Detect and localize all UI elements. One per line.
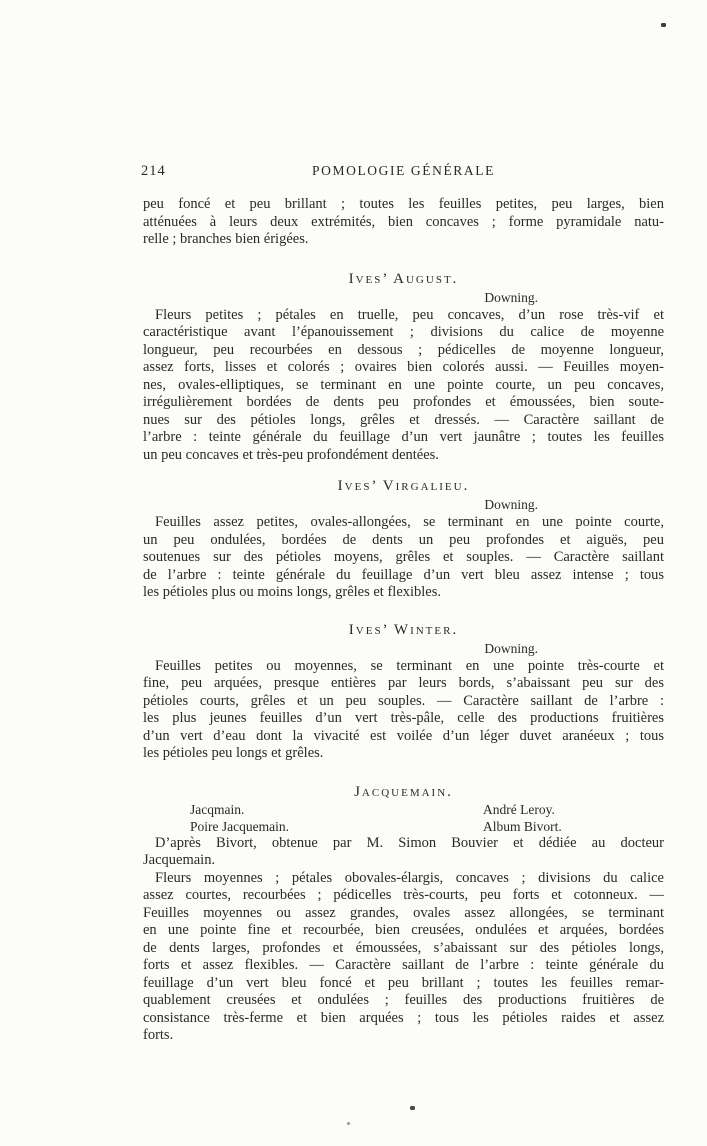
text-line: Feuilles petites ou moyennes, se terminant en une pointe très-courte et: [155, 657, 664, 674]
entry-title: Ives’ Winter.: [348, 621, 459, 638]
text-line: de dents larges, profondes et émoussées, s’abaissant sur des pétioles longs,: [143, 939, 664, 956]
page-number: 214: [141, 163, 166, 179]
entry-jacquemain: [143, 783, 664, 1045]
entry-description: [143, 658, 664, 763]
scan-artifact: [347, 1122, 350, 1125]
entry-description: [143, 514, 664, 602]
text-line: assez forts, lisses et colorés ; ovaires bien colorés aussi. — Feuilles moyen-: [143, 359, 664, 375]
entry-ives-august: [143, 270, 664, 465]
text-line: un peu ondulées, bordées de dents un peu profondes et aiguës, peu: [143, 531, 664, 548]
text-line: Fleurs petites ; pétales en truelle, peu concaves, d’un rose très-vif et: [155, 306, 664, 323]
synonym-list: [143, 801, 664, 835]
text-line: nes, ovales-elliptiques, se terminant en une pointe courte, un peu concaves,: [143, 376, 664, 393]
page-header: [143, 163, 664, 180]
attribution-source: Downing.: [484, 497, 538, 512]
text-line: forts et assez flexibles. — Caractère saillant de l’arbre : teinte générale du: [143, 957, 664, 973]
text-line: consistance très-ferme et bien arquées ; tous les pétioles raides et assez: [143, 1009, 664, 1026]
entry-ives-virgalieu: [143, 477, 664, 602]
scan-artifact: [661, 23, 666, 27]
text-line: les pétioles plus ou moins longs, grêles et flexibles.: [143, 584, 442, 600]
entry-description: [143, 870, 664, 1045]
text-line: les plus jeunes feuilles d’un vert très-pâle, celle des productions fruitières: [143, 710, 664, 726]
text-line: l’arbre : teinte générale du feuillage d’un vert jaunâtre ; toutes les feuilles: [143, 429, 664, 445]
synonym-column-right: [483, 801, 562, 835]
synonym-item: André Leroy.: [483, 801, 555, 817]
text-line: quablement creusées et ondulées ; feuilles des productions fruitières de: [143, 992, 664, 1008]
text-line: en une pointe fine et recourbée, bien creusées, ondulées et arquées, bordées: [143, 922, 664, 938]
synonym-item: Album Bivort.: [483, 818, 562, 834]
text-line: peu foncé et peu brillant ; toutes les feuilles petites, peu larges, bien: [143, 196, 664, 212]
entry-title: Ives’ Virgalieu.: [337, 478, 470, 494]
text-column: [143, 163, 664, 1045]
entry-title: Ives’ August.: [348, 270, 459, 287]
text-line: forts.: [143, 1027, 174, 1043]
entry-title: Jacquemain.: [354, 783, 453, 800]
text-line: feuillage d’un vert bleu foncé et peu brillant ; toutes les feuilles remar-: [143, 974, 664, 991]
text-line: un peu concaves et très-peu profondément dentées.: [143, 446, 439, 463]
text-line: assez courtes, recourbées ; pédicelles très-courts, peu forts et cotonneux. —: [143, 887, 664, 903]
text-line: les pétioles peu longs et grêles.: [143, 745, 324, 761]
text-line: atténuées à leurs deux extrémités, bien concaves ; forme pyramidale natu-: [143, 213, 664, 230]
synonym-item: Jacqmain.: [190, 801, 245, 817]
attribution-source: Downing.: [484, 289, 538, 305]
synonym-column-left: [190, 801, 664, 835]
text-line: pétioles courts, grêles et un peu souples. — Caractère saillant de l’arbre :: [143, 692, 664, 709]
text-line: d’un vert d’eau dont la vivacité est voilée d’un léger duvet aranéeux ; tous: [143, 727, 664, 744]
text-line: D’après Bivort, obtenue par M. Simon Bouvier et dédiée au docteur: [155, 834, 664, 851]
running-title: POMOLOGIE GÉNÉRALE: [312, 163, 495, 178]
text-line: irrégulièrement bordées de dents peu profondes et émoussées, bien soute-: [143, 394, 664, 410]
paragraph-continuation: [143, 196, 664, 249]
text-line: Jacquemain.: [143, 852, 216, 868]
entry-description: [143, 307, 664, 465]
text-line: Fleurs moyennes ; pétales obovales-élargis, concaves ; divisions du calice: [155, 869, 664, 886]
text-line: fine, peu arquées, presque entières par leurs bords, s’abaissant peu sur des: [143, 675, 664, 691]
text-line: caractéristique avant l’épanouissement ; divisions du calice de moyenne: [143, 324, 664, 340]
synonym-item: Poire Jacquemain.: [190, 818, 289, 834]
scan-artifact: [410, 1106, 415, 1110]
text-line: relle ; branches bien érigées.: [143, 231, 309, 247]
attribution-source: Downing.: [484, 640, 538, 656]
entry-ives-winter: [143, 621, 664, 763]
text-line: longueur, peu recourbées en dessous ; pédicelles de moyenne longueur,: [143, 341, 664, 358]
entry-origin: [143, 835, 664, 870]
text-line: Feuilles moyennes ou assez grandes, ovales assez allongées, se terminant: [143, 904, 664, 921]
text-line: de l’arbre : teinte générale du feuillage d’un vert bleu assez intense ; tous: [143, 566, 664, 583]
text-line: nues sur des pétioles longs, grêles et dressés. — Caractère saillant de: [143, 411, 664, 428]
text-line: Feuilles assez petites, ovales-allongées, se terminant en une pointe courte,: [155, 514, 664, 530]
text-line: soutenues sur des pétioles moyens, grêles et souples. — Caractère saillant: [143, 549, 664, 565]
